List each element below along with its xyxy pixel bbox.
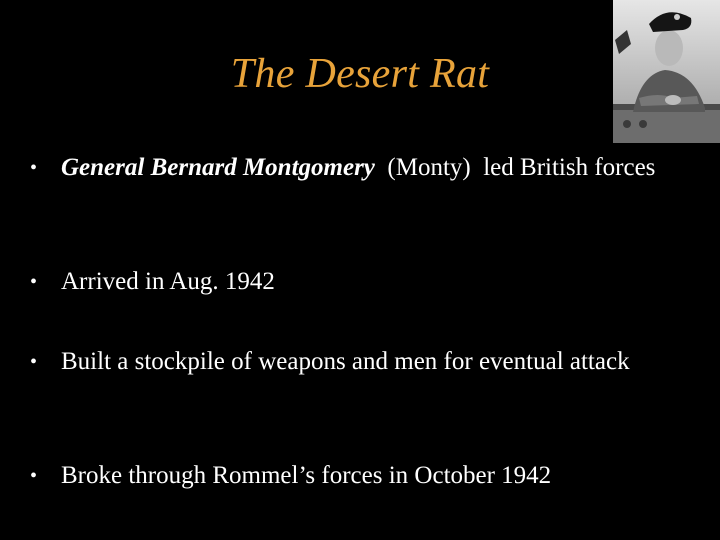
slide-title: The Desert Rat [230, 51, 490, 97]
bullet-text: Arrived in Aug. 1942 [61, 268, 275, 295]
bullet-marker: • [30, 465, 38, 487]
bullet-emphasis: General Bernard Montgomery [61, 154, 375, 181]
bullet-marker: • [30, 271, 38, 293]
bullet-text: Built a stockpile of weapons and men for eventual attack [61, 348, 630, 375]
bullet-text: Broke through Rommel’s forces in October 1942 [61, 462, 552, 489]
bullet-marker: • [30, 157, 38, 179]
bullet-marker: • [30, 351, 38, 373]
portrait-photo [613, 0, 720, 143]
bullet-text: (Monty) led British forces [374, 154, 656, 181]
